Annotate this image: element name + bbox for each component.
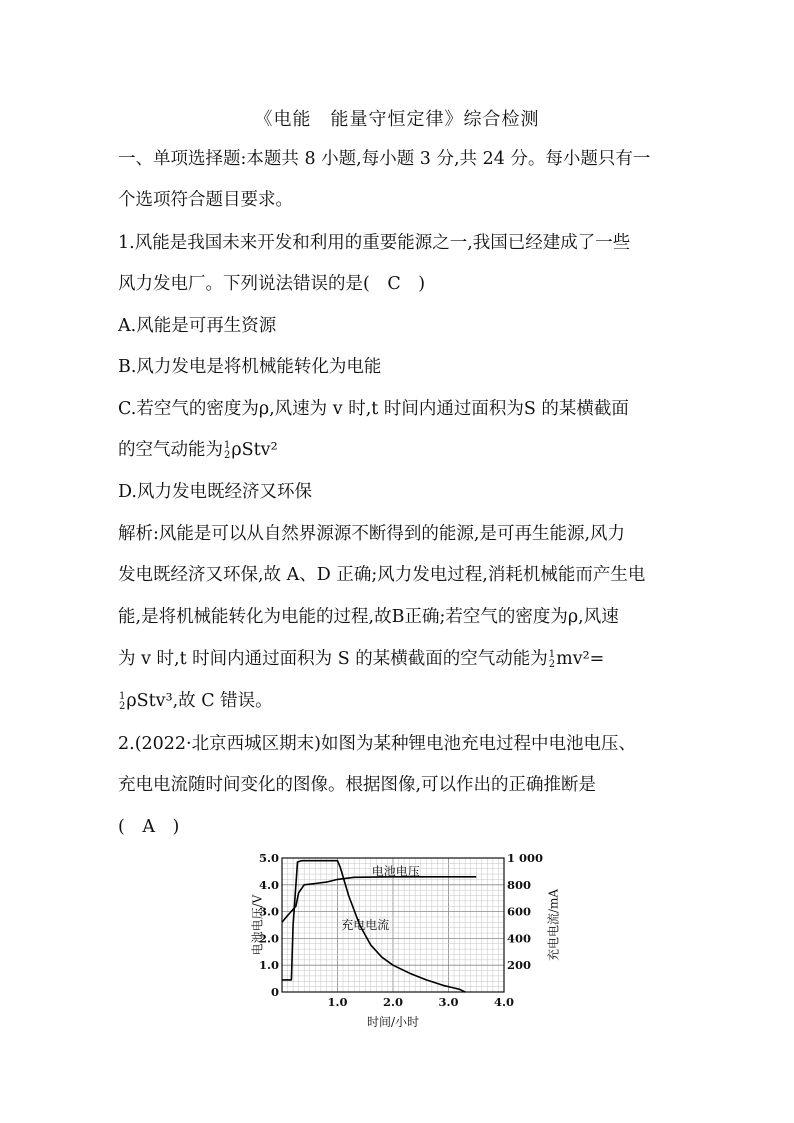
chart-container (240, 848, 570, 1037)
q1-analysis-line5 (118, 689, 273, 713)
q1-option-b: B.风力发电是将机械能转化为电能 (118, 357, 382, 377)
y-left-tick-label: 1.0 (258, 958, 279, 973)
series-label-voltage: 电池电压 (371, 864, 420, 879)
series-label-current: 充电电流 (341, 918, 390, 932)
y-right-tick-label: 400 (507, 931, 532, 946)
q2-stem-line3: ( A ) (118, 817, 180, 837)
fraction-half: 1 2 (548, 648, 556, 670)
q1-analysis-line1: 解析:风能是可以从自然界源源不断得到的能源,是可再生能源,风力 (118, 524, 626, 544)
y-right-axis-title: 充电电流/mA (546, 888, 561, 962)
q1-analysis-line3: 能,是将机械能转化为电能的过程,故B正确;若空气的密度为ρ,风速 (118, 607, 619, 627)
q1-option-d: D.风力发电既经济又环保 (118, 482, 312, 502)
y-left-tick-label: 4.0 (258, 877, 279, 892)
q1-option-c-text: 的空气动能为 (118, 440, 223, 460)
y-left-axis-title: 电池电压/V (250, 894, 265, 956)
q2-stem-line2: 充电电流随时间变化的图像。根据图像,可以作出的正确推断是 (118, 775, 597, 795)
q1-analysis-line2: 发电既经济又环保,故 A、D 正确;风力发电过程,消耗机械能而产生电 (118, 565, 646, 585)
fraction-half: 1 2 (224, 439, 231, 461)
y-right-tick-label: 200 (507, 958, 532, 973)
section-heading-line2: 个选项符合题目要求。 (118, 190, 293, 210)
fraction-half: 1 2 (119, 690, 126, 712)
y-right-tick-label: 800 (507, 877, 532, 892)
y-right-tick-label: 1 000 (507, 851, 544, 865)
q1-option-c-line2 (118, 438, 278, 462)
q1-analysis-line4-text: 为 v 时,t 时间内通过面积为 S 的某横截面的空气动能为 (118, 649, 548, 669)
y-right-tick-label: 600 (507, 904, 532, 919)
q1-option-c-line1: C.若空气的密度为ρ,风速为 v 时,t 时间内通过面积为S 的某横截面 (118, 399, 629, 419)
y-left-tick-label: 2.0 (258, 931, 279, 946)
section-heading-line1: 一、单项选择题:本题共 8 小题,每小题 3 分,共 24 分。每小题只有一 (118, 149, 651, 169)
q2-stem-line1: 2.(2022·北京西城区期末)如图为某种锂电池充电过程中电池电压、 (118, 734, 636, 754)
y-left-tick-label: 5.0 (258, 851, 279, 865)
x-tick-label: 1.0 (327, 995, 348, 1009)
x-axis-title: 时间/小时 (366, 1015, 420, 1029)
q1-stem-line1: 1.风能是我国未来开发和利用的重要能源之一,我国已经建成了一些 (118, 233, 631, 253)
q1-option-c-formula: ρStv² (231, 440, 278, 460)
q1-analysis-line5-text: ρStv³,故 C 错误。 (126, 691, 273, 711)
page-title: 《电能 能量守恒定律》综合检测 (254, 109, 540, 130)
x-tick-label: 2.0 (382, 995, 404, 1009)
x-tick-label: 3.0 (438, 995, 459, 1009)
battery-charging-chart (240, 848, 570, 1033)
q1-analysis-line4-formula: mv²= (556, 649, 605, 669)
y-left-tick-label: 0 (270, 985, 279, 999)
q1-analysis-line4 (118, 647, 604, 671)
q1-option-a: A.风能是可再生资源 (118, 316, 277, 336)
x-tick-label: 4.0 (493, 995, 515, 1009)
series-line-voltage (282, 877, 476, 923)
q1-stem-line2: 风力发电厂。下列说法错误的是( C ) (118, 274, 426, 294)
y-left-tick-label: 3.0 (258, 904, 279, 919)
